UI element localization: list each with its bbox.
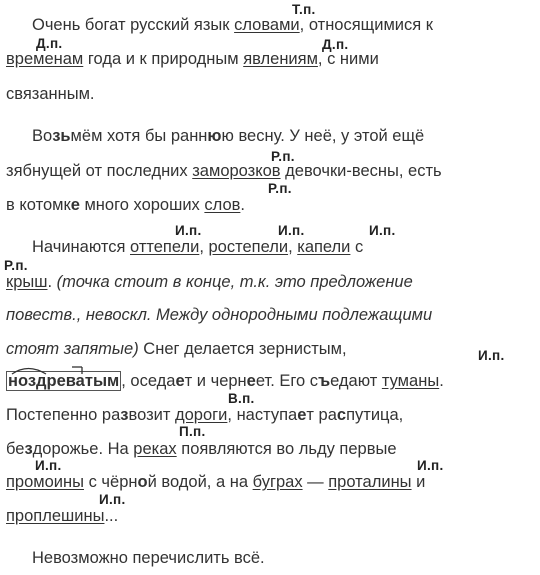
case-label: Р.п.: [271, 149, 295, 164]
text-run: Начинаются: [32, 238, 130, 256]
text-run: ,: [288, 238, 298, 256]
case-label: И.п.: [478, 348, 505, 363]
text-line: [6, 471, 425, 493]
text-line: [32, 236, 363, 258]
text-run: й водой, а на: [147, 473, 253, 491]
text-line: [32, 547, 265, 569]
text-run: связанным.: [6, 85, 95, 103]
text-run: много хороших: [79, 196, 205, 214]
text-run: , с ними: [317, 50, 379, 68]
case-label: П.п.: [179, 424, 206, 439]
underlined-word: капели: [297, 238, 351, 256]
text-run: девочки-весны, есть: [280, 162, 442, 180]
underlined-word: слов: [204, 196, 241, 214]
text-run: .: [47, 273, 57, 291]
underlined-word: словами: [234, 16, 300, 34]
text-line: [32, 125, 424, 147]
text-run: т и черн: [184, 372, 247, 390]
text-run: появляются во льду первые: [176, 440, 397, 458]
highlighted-letter: о: [137, 473, 148, 491]
case-label: И.п.: [369, 223, 396, 238]
underlined-word: буграх: [252, 473, 303, 491]
case-label: В.п.: [228, 391, 255, 406]
case-label: И.п.: [175, 223, 202, 238]
case-label: Д.п.: [322, 37, 349, 52]
text-run: возит: [128, 406, 175, 424]
highlighted-letter: е: [175, 372, 185, 390]
text-run: ...: [104, 507, 119, 525]
text-run: Снег делается зернистым,: [138, 340, 347, 358]
text-run: ,: [199, 238, 209, 256]
highlighted-letter: е: [70, 196, 80, 214]
text-run: Постепенно ра: [6, 406, 121, 424]
comment-text: (точка стоит в конце, т.к. это предложение: [56, 273, 413, 291]
underlined-word: проплешины: [6, 507, 105, 525]
underlined-word: временам: [6, 50, 84, 68]
underlined-word: ростепели: [208, 238, 289, 256]
text-line: [6, 505, 118, 527]
underlined-word: крыш: [6, 273, 48, 291]
text-run: Очень богат русский язык: [32, 16, 235, 34]
underlined-word: явлениям: [243, 50, 318, 68]
highlighted-letter: з: [24, 440, 33, 458]
highlighted-letter: е: [297, 406, 307, 424]
text-line: [6, 404, 403, 426]
highlighted-letter: с: [336, 406, 347, 424]
case-label: И.п.: [35, 458, 62, 473]
text-line: [6, 271, 413, 293]
morpheme-marks: [6, 362, 156, 376]
text-run: дорожье. На: [32, 440, 134, 458]
text-run: т ра: [306, 406, 337, 424]
highlighted-letter: ъ: [318, 372, 331, 390]
text-run: ю весну. У неё, у этой ещё: [221, 127, 425, 145]
text-run: .: [240, 196, 245, 214]
text-run: , оседа: [121, 372, 176, 390]
boxed-word: ноздреватым: [8, 372, 120, 390]
highlighted-letter: зь: [52, 127, 71, 145]
text-run: года и к природным: [83, 50, 244, 68]
text-run: в котомк: [6, 196, 71, 214]
text-run: зябнущей от последних: [6, 162, 193, 180]
underlined-word: реках: [133, 440, 177, 458]
case-label: Т.п.: [292, 2, 316, 17]
text-run: с чёрн: [84, 473, 138, 491]
text-line: [6, 83, 95, 105]
text-run: Невозможно перечислить всё.: [32, 549, 265, 567]
text-run: , наступа: [227, 406, 298, 424]
text-line: [6, 338, 347, 360]
highlighted-letter: ю: [207, 127, 222, 145]
text-run: —: [302, 473, 329, 491]
case-label: Д.п.: [36, 36, 63, 51]
text-run: и: [411, 473, 426, 491]
text-run: путица,: [346, 406, 404, 424]
text-line: [6, 304, 432, 326]
highlighted-letter: з: [120, 406, 129, 424]
text-run: с: [350, 238, 364, 256]
root-arc-mark: [12, 369, 46, 375]
underlined-word: заморозков: [192, 162, 281, 180]
underlined-word: проталины: [328, 473, 412, 491]
text-line: [6, 160, 442, 182]
text-line: [6, 438, 397, 460]
underlined-word: дороги: [175, 406, 228, 424]
case-label: Р.п.: [268, 181, 292, 196]
underlined-word: туманы: [381, 372, 440, 390]
text-run: ет. Его с: [255, 372, 319, 390]
text-run: , относящимися к: [299, 16, 434, 34]
text-run: едают: [330, 372, 382, 390]
case-label: Р.п.: [4, 258, 28, 273]
underlined-word: промоины: [6, 473, 84, 491]
highlighted-letter: е: [246, 372, 256, 390]
underlined-word: оттепели: [130, 238, 200, 256]
text-run: мём хотя бы ранн: [70, 127, 208, 145]
comment-text: повеств., невоскл. Между однородными подлежащими: [6, 306, 433, 324]
case-label: И.п.: [99, 492, 126, 507]
comment-text: стоят запятые): [6, 340, 139, 358]
text-run: бе: [6, 440, 25, 458]
text-line: [6, 194, 245, 216]
text-line: [32, 14, 433, 36]
case-label: И.п.: [417, 458, 444, 473]
text-run: .: [439, 372, 444, 390]
case-label: И.п.: [278, 223, 305, 238]
text-run: Во: [32, 127, 53, 145]
